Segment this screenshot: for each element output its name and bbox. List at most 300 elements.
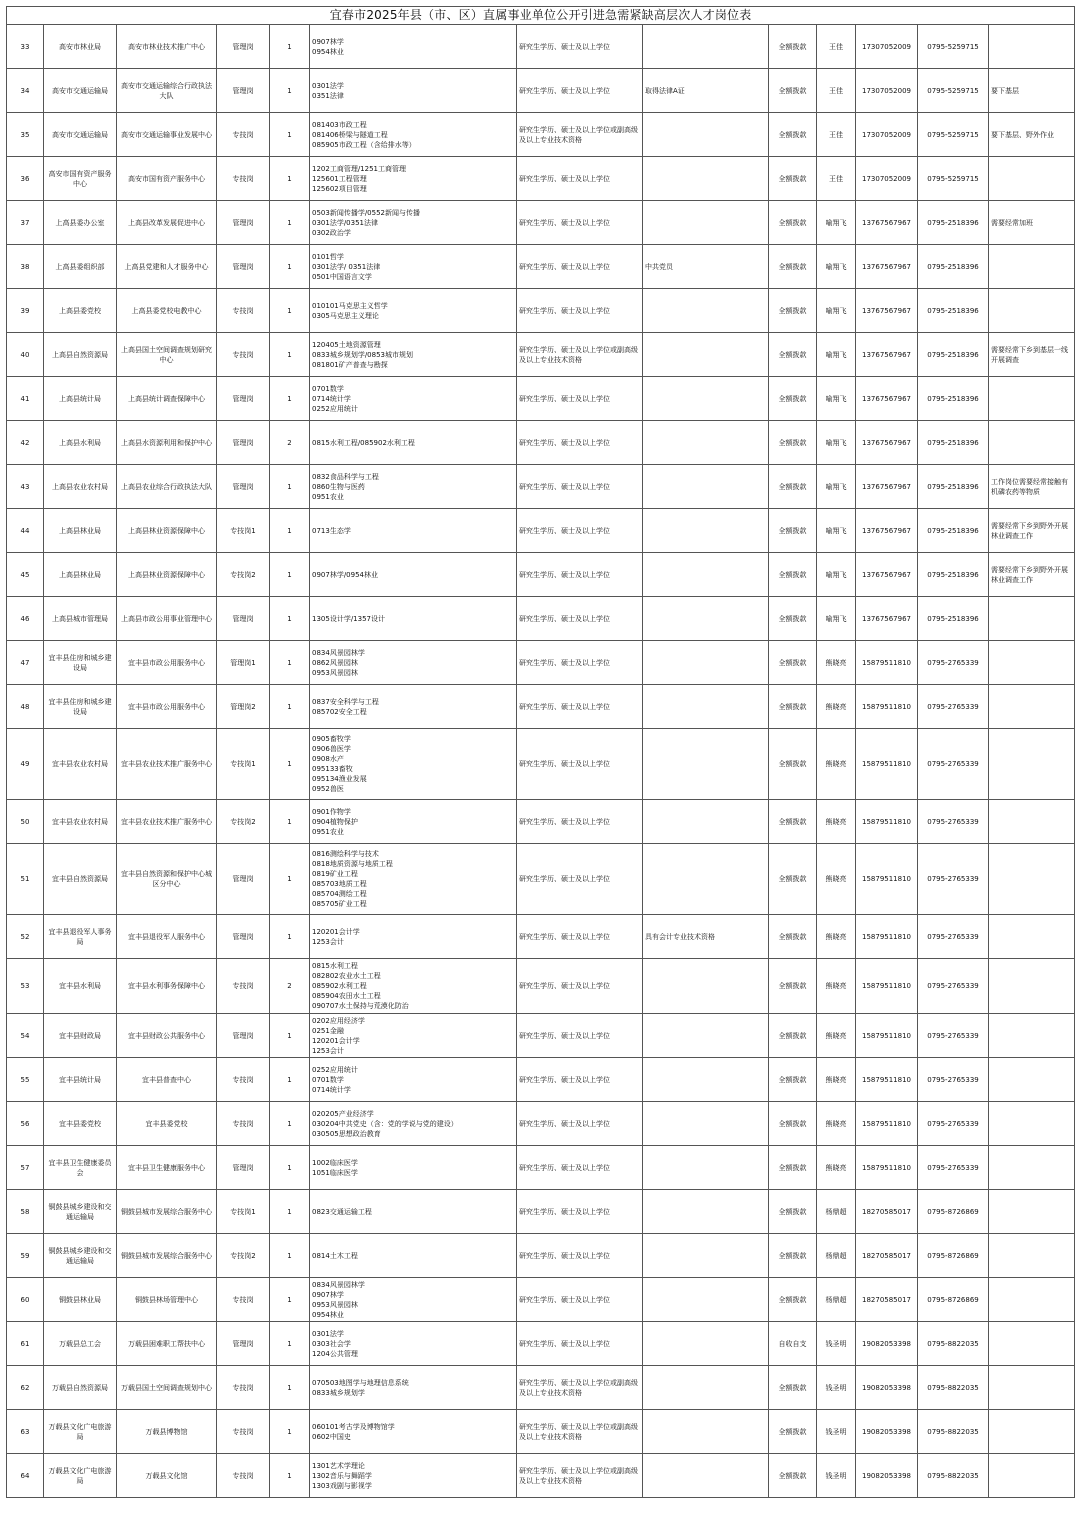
major-line: 0714统计学	[312, 1085, 351, 1094]
cell-department: 上高县农业农村局	[44, 465, 117, 509]
cell-contact: 熊晓亮	[817, 729, 856, 800]
cell-count: 2	[270, 959, 310, 1014]
cell-note	[989, 597, 1075, 641]
cell-education: 研究生学历、硕士及以上学位	[517, 1058, 643, 1102]
cell-requirement	[643, 641, 769, 685]
cell-funding: 全额拨款	[769, 25, 817, 69]
cell-funding: 全额拨款	[769, 1234, 817, 1278]
cell-unit: 高安市林业技术推广中心	[117, 25, 217, 69]
table-row	[7, 1454, 1075, 1498]
cell-contact: 喻翔飞	[817, 201, 856, 245]
cell-count: 1	[270, 1322, 310, 1366]
cell-count: 1	[270, 157, 310, 201]
cell-major	[310, 553, 517, 597]
cell-phone: 0795-2518396	[918, 597, 989, 641]
cell-post-type: 专技岗1	[217, 509, 270, 553]
cell-department: 铜鼓县林业局	[44, 1278, 117, 1322]
cell-major	[310, 729, 517, 800]
cell-department: 高安市交通运输局	[44, 69, 117, 113]
major-line: 081406桥梁与隧道工程	[312, 130, 388, 139]
cell-education: 研究生学历、硕士及以上学位或副高级及以上专业技术资格	[517, 113, 643, 157]
cell-funding: 全额拨款	[769, 729, 817, 800]
major-line: 0814土木工程	[312, 1251, 358, 1260]
cell-contact: 杨鼎超	[817, 1190, 856, 1234]
cell-count: 1	[270, 113, 310, 157]
table-row	[7, 25, 1075, 69]
major-line: 0252应用统计	[312, 404, 358, 413]
cell-department: 上高县林业局	[44, 553, 117, 597]
cell-department: 宜丰县退役军人事务局	[44, 915, 117, 959]
cell-no: 38	[7, 245, 44, 289]
cell-phone: 0795-8822035	[918, 1366, 989, 1410]
table-row	[7, 1058, 1075, 1102]
cell-education: 研究生学历、硕士及以上学位	[517, 685, 643, 729]
table-row	[7, 1102, 1075, 1146]
position-table	[6, 6, 1075, 1498]
cell-department: 万载县总工会	[44, 1322, 117, 1366]
major-line: 0714统计学	[312, 394, 351, 403]
major-line: 095134渔业发展	[312, 775, 367, 783]
cell-count: 1	[270, 641, 310, 685]
cell-no: 33	[7, 25, 44, 69]
table-row	[7, 1410, 1075, 1454]
cell-unit: 上高县国土空间调查规划研究中心	[117, 333, 217, 377]
cell-major	[310, 245, 517, 289]
cell-no: 35	[7, 113, 44, 157]
cell-funding: 全额拨款	[769, 800, 817, 844]
cell-unit: 上高县林业资源保障中心	[117, 553, 217, 597]
cell-note	[989, 844, 1075, 915]
cell-requirement	[643, 729, 769, 800]
cell-count: 1	[270, 1278, 310, 1322]
cell-post-type: 管理岗	[217, 844, 270, 915]
cell-unit: 上高县林业资源保障中心	[117, 509, 217, 553]
cell-major	[310, 465, 517, 509]
major-line: 085704测绘工程	[312, 890, 367, 898]
major-line: 125602项目管理	[312, 184, 367, 193]
cell-requirement	[643, 1278, 769, 1322]
cell-mobile: 13767567967	[856, 509, 918, 553]
cell-count: 1	[270, 915, 310, 959]
major-line: 0833城乡规划学	[312, 1388, 365, 1397]
cell-phone: 0795-2765339	[918, 729, 989, 800]
cell-no: 48	[7, 685, 44, 729]
cell-count: 2	[270, 421, 310, 465]
major-line: 010101马克思主义哲学	[312, 301, 388, 310]
cell-major	[310, 1366, 517, 1410]
cell-count: 1	[270, 553, 310, 597]
cell-no: 37	[7, 201, 44, 245]
cell-requirement	[643, 421, 769, 465]
cell-mobile: 13767567967	[856, 201, 918, 245]
cell-funding: 全额拨款	[769, 597, 817, 641]
cell-funding: 全额拨款	[769, 69, 817, 113]
cell-unit: 宜丰县退役军人服务中心	[117, 915, 217, 959]
cell-phone: 0795-2518396	[918, 553, 989, 597]
cell-contact: 喻翔飞	[817, 465, 856, 509]
major-line: 090707水土保持与荒漠化防治	[312, 1002, 409, 1010]
cell-contact: 熊晓亮	[817, 959, 856, 1014]
cell-mobile: 19082053398	[856, 1410, 918, 1454]
cell-department: 上高县委办公室	[44, 201, 117, 245]
cell-requirement	[643, 597, 769, 641]
table-row	[7, 915, 1075, 959]
cell-phone: 0795-2765339	[918, 1014, 989, 1058]
major-line: 0833城乡规划学/0853城市规划	[312, 350, 413, 359]
cell-department: 万载县文化广电旅游局	[44, 1410, 117, 1454]
cell-mobile: 15879511810	[856, 1058, 918, 1102]
cell-education: 研究生学历、硕士及以上学位	[517, 245, 643, 289]
cell-requirement	[643, 685, 769, 729]
position-sheet	[6, 6, 1074, 1498]
cell-major	[310, 113, 517, 157]
cell-count: 1	[270, 25, 310, 69]
cell-department: 宜丰县统计局	[44, 1058, 117, 1102]
cell-major	[310, 800, 517, 844]
major-line: 1204公共管理	[312, 1349, 358, 1358]
major-line: 0815水利工程	[312, 962, 358, 970]
cell-note	[989, 157, 1075, 201]
cell-phone: 0795-2765339	[918, 1058, 989, 1102]
table-row	[7, 421, 1075, 465]
cell-count: 1	[270, 800, 310, 844]
major-line: 0713生态学	[312, 526, 351, 535]
cell-phone: 0795-2765339	[918, 685, 989, 729]
cell-note	[989, 1234, 1075, 1278]
cell-note	[989, 685, 1075, 729]
major-line: 1051临床医学	[312, 1168, 358, 1177]
cell-education: 研究生学历、硕士及以上学位	[517, 509, 643, 553]
page-title: 宜春市2025年县（市、区）直属事业单位公开引进急需紧缺高层次人才岗位表	[7, 7, 1075, 25]
cell-mobile: 15879511810	[856, 1014, 918, 1058]
cell-count: 1	[270, 333, 310, 377]
cell-note	[989, 1366, 1075, 1410]
cell-note: 要下基层	[989, 69, 1075, 113]
major-line: 0862风景园林	[312, 658, 358, 667]
cell-unit: 上高县统计调查保障中心	[117, 377, 217, 421]
table-row	[7, 1278, 1075, 1322]
cell-education: 研究生学历、硕士及以上学位	[517, 1234, 643, 1278]
cell-contact: 喻翔飞	[817, 509, 856, 553]
cell-note: 需要经常下乡到野外开展林业调查工作	[989, 509, 1075, 553]
cell-funding: 全额拨款	[769, 377, 817, 421]
cell-contact: 喻翔飞	[817, 553, 856, 597]
cell-department: 铜鼓县城乡建设和交通运输局	[44, 1234, 117, 1278]
cell-unit: 上高县改革发展促进中心	[117, 201, 217, 245]
cell-no: 53	[7, 959, 44, 1014]
cell-funding: 全额拨款	[769, 465, 817, 509]
table-row	[7, 289, 1075, 333]
table-row	[7, 157, 1075, 201]
cell-unit: 上高县市政公用事业管理中心	[117, 597, 217, 641]
cell-phone: 0795-8726869	[918, 1278, 989, 1322]
cell-education: 研究生学历、硕士及以上学位	[517, 201, 643, 245]
cell-contact: 熊晓亮	[817, 915, 856, 959]
cell-count: 1	[270, 201, 310, 245]
cell-post-type: 专技岗	[217, 157, 270, 201]
major-line: 0907林学/0954林业	[312, 570, 378, 579]
table-row	[7, 1322, 1075, 1366]
cell-requirement	[643, 1102, 769, 1146]
cell-note	[989, 1322, 1075, 1366]
cell-no: 36	[7, 157, 44, 201]
major-line: 0834风景园林学	[312, 1280, 365, 1289]
cell-unit: 万载县困难职工帮扶中心	[117, 1322, 217, 1366]
cell-no: 56	[7, 1102, 44, 1146]
major-line: 0901作物学	[312, 807, 351, 816]
cell-department: 高安市交通运输局	[44, 113, 117, 157]
cell-funding: 全额拨款	[769, 641, 817, 685]
major-line: 1002临床医学	[312, 1158, 358, 1167]
cell-post-type: 管理岗	[217, 25, 270, 69]
cell-education: 研究生学历、硕士及以上学位	[517, 553, 643, 597]
cell-department: 宜丰县水利局	[44, 959, 117, 1014]
cell-phone: 0795-2518396	[918, 465, 989, 509]
cell-post-type: 管理岗	[217, 421, 270, 465]
cell-department: 万载县文化广电旅游局	[44, 1454, 117, 1498]
major-line: 0951农业	[312, 492, 344, 501]
cell-education: 研究生学历、硕士及以上学位	[517, 1322, 643, 1366]
cell-no: 49	[7, 729, 44, 800]
cell-unit: 宜丰县农业技术推广服务中心	[117, 800, 217, 844]
cell-department: 高安市国有资产服务中心	[44, 157, 117, 201]
cell-phone: 0795-2765339	[918, 844, 989, 915]
table-row	[7, 465, 1075, 509]
cell-count: 1	[270, 1366, 310, 1410]
major-line: 1301艺术学理论	[312, 1461, 365, 1470]
cell-mobile: 19082053398	[856, 1322, 918, 1366]
cell-note	[989, 1014, 1075, 1058]
cell-mobile: 17307052009	[856, 113, 918, 157]
cell-education: 研究生学历、硕士及以上学位	[517, 1278, 643, 1322]
cell-major	[310, 1234, 517, 1278]
cell-mobile: 13767567967	[856, 553, 918, 597]
cell-department: 宜丰县自然资源局	[44, 844, 117, 915]
cell-major	[310, 1410, 517, 1454]
major-line: 0301法学	[312, 81, 344, 90]
cell-count: 1	[270, 69, 310, 113]
cell-major	[310, 1454, 517, 1498]
cell-post-type: 专技岗	[217, 289, 270, 333]
cell-count: 1	[270, 245, 310, 289]
cell-contact: 喻翔飞	[817, 421, 856, 465]
cell-phone: 0795-5259715	[918, 113, 989, 157]
cell-mobile: 17307052009	[856, 25, 918, 69]
cell-note: 工作岗位需要经常接触有机磷农药等物质	[989, 465, 1075, 509]
major-line: 0816测绘科学与技术	[312, 850, 379, 858]
cell-department: 宜丰县委党校	[44, 1102, 117, 1146]
major-line: 0252应用统计	[312, 1065, 358, 1074]
table-row	[7, 959, 1075, 1014]
cell-funding: 全额拨款	[769, 1410, 817, 1454]
cell-post-type: 管理岗	[217, 1014, 270, 1058]
cell-funding: 全额拨款	[769, 421, 817, 465]
cell-major	[310, 333, 517, 377]
cell-education: 研究生学历、硕士及以上学位	[517, 915, 643, 959]
cell-no: 40	[7, 333, 44, 377]
cell-education: 研究生学历、硕士及以上学位或副高级及以上专业技术资格	[517, 1410, 643, 1454]
cell-requirement	[643, 1190, 769, 1234]
cell-no: 46	[7, 597, 44, 641]
cell-mobile: 13767567967	[856, 333, 918, 377]
cell-requirement	[643, 333, 769, 377]
cell-count: 1	[270, 1410, 310, 1454]
cell-count: 1	[270, 685, 310, 729]
cell-unit: 铜鼓县城市发展综合服务中心	[117, 1190, 217, 1234]
cell-contact: 熊晓亮	[817, 844, 856, 915]
major-line: 0832食品科学与工程	[312, 472, 379, 481]
cell-requirement	[643, 1058, 769, 1102]
cell-major	[310, 1146, 517, 1190]
cell-phone: 0795-5259715	[918, 69, 989, 113]
cell-requirement	[643, 800, 769, 844]
cell-contact: 钱圣明	[817, 1454, 856, 1498]
cell-post-type: 管理岗	[217, 1322, 270, 1366]
major-line: 0837安全科学与工程	[312, 697, 379, 706]
cell-unit: 宜丰县自然资源和保护中心城区分中心	[117, 844, 217, 915]
cell-contact: 熊晓亮	[817, 641, 856, 685]
cell-post-type: 专技岗	[217, 1058, 270, 1102]
cell-unit: 宜丰县农业技术推广服务中心	[117, 729, 217, 800]
cell-major	[310, 1102, 517, 1146]
cell-post-type: 专技岗	[217, 1278, 270, 1322]
cell-note	[989, 729, 1075, 800]
major-line: 030505思想政治教育	[312, 1129, 381, 1138]
cell-education: 研究生学历、硕士及以上学位	[517, 1014, 643, 1058]
cell-funding: 自收自支	[769, 1322, 817, 1366]
cell-contact: 喻翔飞	[817, 245, 856, 289]
cell-mobile: 13767567967	[856, 289, 918, 333]
cell-mobile: 15879511810	[856, 1146, 918, 1190]
cell-count: 1	[270, 1014, 310, 1058]
cell-count: 1	[270, 1454, 310, 1498]
cell-contact: 喻翔飞	[817, 333, 856, 377]
cell-post-type: 管理岗	[217, 201, 270, 245]
cell-unit: 上高县党建和人才服务中心	[117, 245, 217, 289]
cell-education: 研究生学历、硕士及以上学位或副高级及以上专业技术资格	[517, 1454, 643, 1498]
major-line: 085904农田水土工程	[312, 992, 381, 1000]
cell-post-type: 专技岗2	[217, 553, 270, 597]
cell-no: 44	[7, 509, 44, 553]
cell-post-type: 专技岗	[217, 333, 270, 377]
cell-unit: 高安市交通运输综合行政执法大队	[117, 69, 217, 113]
cell-no: 41	[7, 377, 44, 421]
cell-requirement	[643, 1454, 769, 1498]
major-line: 082802农业水土工程	[312, 972, 381, 980]
cell-no: 54	[7, 1014, 44, 1058]
table-row	[7, 553, 1075, 597]
cell-unit: 上高县农业综合行政执法大队	[117, 465, 217, 509]
cell-post-type: 专技岗2	[217, 800, 270, 844]
cell-funding: 全额拨款	[769, 1454, 817, 1498]
table-row	[7, 1234, 1075, 1278]
major-line: 0953风景园林	[312, 668, 358, 677]
table-row	[7, 113, 1075, 157]
cell-major	[310, 685, 517, 729]
cell-mobile: 13767567967	[856, 245, 918, 289]
cell-mobile: 17307052009	[856, 157, 918, 201]
cell-requirement	[643, 1146, 769, 1190]
cell-requirement: 取得法律A证	[643, 69, 769, 113]
major-line: 085703地质工程	[312, 880, 367, 888]
cell-education: 研究生学历、硕士及以上学位	[517, 289, 643, 333]
cell-phone: 0795-8726869	[918, 1234, 989, 1278]
cell-contact: 喻翔飞	[817, 289, 856, 333]
cell-count: 1	[270, 1102, 310, 1146]
major-line: 060101考古学及博物馆学	[312, 1422, 395, 1431]
cell-requirement	[643, 1366, 769, 1410]
major-line: 0954林业	[312, 1310, 344, 1319]
cell-note	[989, 800, 1075, 844]
major-line: 0301法学/ 0351法律	[312, 262, 381, 271]
major-line: 0503新闻传播学/0552新闻与传播	[312, 208, 420, 217]
cell-post-type: 管理岗	[217, 69, 270, 113]
major-line: 0952兽医	[312, 785, 344, 793]
cell-funding: 全额拨款	[769, 333, 817, 377]
major-line: 0954林业	[312, 47, 344, 56]
cell-contact: 杨鼎超	[817, 1234, 856, 1278]
cell-mobile: 15879511810	[856, 1102, 918, 1146]
cell-no: 64	[7, 1454, 44, 1498]
cell-major	[310, 1014, 517, 1058]
cell-note	[989, 245, 1075, 289]
cell-major	[310, 289, 517, 333]
cell-funding: 全额拨款	[769, 157, 817, 201]
cell-no: 34	[7, 69, 44, 113]
cell-post-type: 管理岗	[217, 915, 270, 959]
cell-contact: 王佳	[817, 25, 856, 69]
major-line: 1305设计学/1357设计	[312, 614, 385, 623]
cell-contact: 熊晓亮	[817, 1058, 856, 1102]
cell-count: 1	[270, 1146, 310, 1190]
cell-phone: 0795-2518396	[918, 289, 989, 333]
cell-mobile: 13767567967	[856, 421, 918, 465]
cell-no: 59	[7, 1234, 44, 1278]
cell-no: 63	[7, 1410, 44, 1454]
cell-phone: 0795-8726869	[918, 1190, 989, 1234]
cell-department: 宜丰县农业农村局	[44, 729, 117, 800]
cell-count: 1	[270, 465, 310, 509]
cell-requirement	[643, 1234, 769, 1278]
cell-requirement: 中共党员	[643, 245, 769, 289]
major-line: 120201会计学	[312, 1036, 360, 1045]
cell-education: 研究生学历、硕士及以上学位	[517, 377, 643, 421]
table-row	[7, 641, 1075, 685]
table-row	[7, 800, 1075, 844]
cell-major	[310, 844, 517, 915]
cell-note	[989, 1278, 1075, 1322]
major-line: 0907林学	[312, 1290, 344, 1299]
cell-note	[989, 421, 1075, 465]
cell-no: 55	[7, 1058, 44, 1102]
cell-department: 宜丰县卫生健康委员会	[44, 1146, 117, 1190]
cell-education: 研究生学历、硕士及以上学位	[517, 641, 643, 685]
major-line: 081403市政工程	[312, 120, 367, 129]
table-row	[7, 844, 1075, 915]
cell-count: 1	[270, 509, 310, 553]
cell-note	[989, 1058, 1075, 1102]
cell-note	[989, 377, 1075, 421]
major-line: 0951农业	[312, 827, 344, 836]
cell-post-type: 专技岗	[217, 1366, 270, 1410]
major-line: 0834风景园林学	[312, 648, 365, 657]
major-line: 0202应用经济学	[312, 1016, 365, 1025]
major-line: 0251金融	[312, 1026, 344, 1035]
major-line: 085905市政工程（含给排水等）	[312, 140, 416, 149]
cell-unit: 铜鼓县城市发展综合服务中心	[117, 1234, 217, 1278]
title-row	[7, 7, 1075, 25]
cell-education: 研究生学历、硕士及以上学位	[517, 844, 643, 915]
